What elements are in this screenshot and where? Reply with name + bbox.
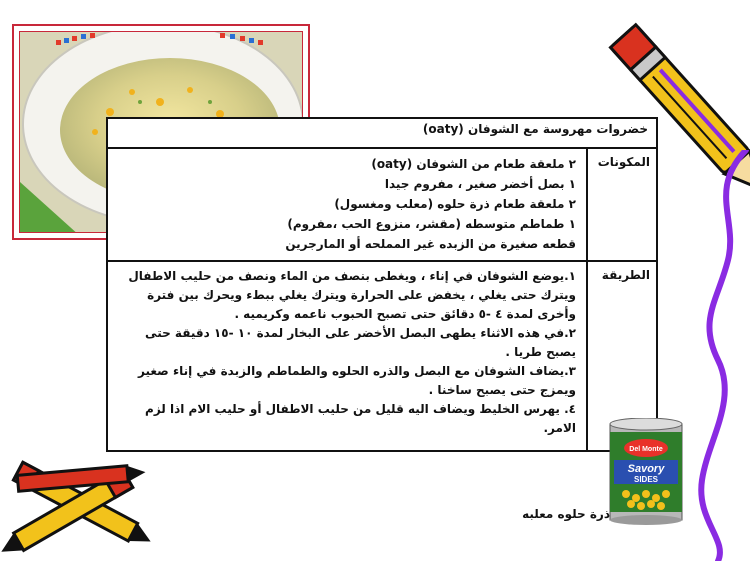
can-brand: Del Monte (629, 446, 663, 453)
crayons-icon (0, 448, 160, 561)
decorative-swirl (688, 150, 750, 561)
method-steps (107, 261, 587, 451)
method-step: ٣.يضاف الشوفان مع البصل والذره الحلوه والطماطم والزبدة في إناء صغير ويمزج حتى يصبح ساخنا . (138, 364, 576, 397)
recipe-table (106, 117, 658, 452)
can-caption: ذرة حلوه معلبه (522, 507, 610, 521)
ingredients-label: المكونات (587, 148, 657, 261)
method-label: الطريقة (587, 261, 657, 451)
ingredients-list (107, 148, 587, 261)
ingredient-item: ١ بصل أخضر صغير ، مفروم جيدا (384, 177, 576, 191)
can-product-line1: Savory (627, 463, 665, 475)
ingredient-item: قطعه صغيرة من الزبده غير المملحه أو المارجرين (285, 237, 576, 251)
can-product-line2: SIDES (633, 475, 659, 484)
ingredient-item: ٢ ملعقة طعام ذرة حلوه (معلب ومغسول) (334, 197, 576, 211)
method-step: ١.يوضع الشوفان في إناء ، ويغطى بنصف من الماء ونصف من حليب الاطفال ويترك حتى يغلي ، يخفض على الحرارة ويترك يغلي ببطء ويحرك بين فترة وأخرى لمدة ٤ -٥ دقائق حتى تصبح الحبوب ناعمه وكريميه . (128, 269, 576, 321)
canned-corn-image (606, 418, 686, 526)
ingredient-item: ١ طماطم متوسطه (مقشر، منزوع الحب ،مفروم) (287, 217, 576, 231)
recipe-title: خضروات مهروسة مع الشوفان (oaty) (107, 118, 657, 148)
method-step: ٤. يهرس الخليط ويضاف اليه قليل من حليب الاطفال أو حليب الام اذا لزم الامر. (145, 402, 576, 435)
ingredient-item: ٢ ملعقة طعام من الشوفان (oaty) (371, 157, 576, 171)
method-step: ٢.في هذه الاثناء يطهى البصل الأخضر على البخار لمدة ١٠ -١٥ دقيقة حتى يصبح طريا . (145, 326, 576, 359)
